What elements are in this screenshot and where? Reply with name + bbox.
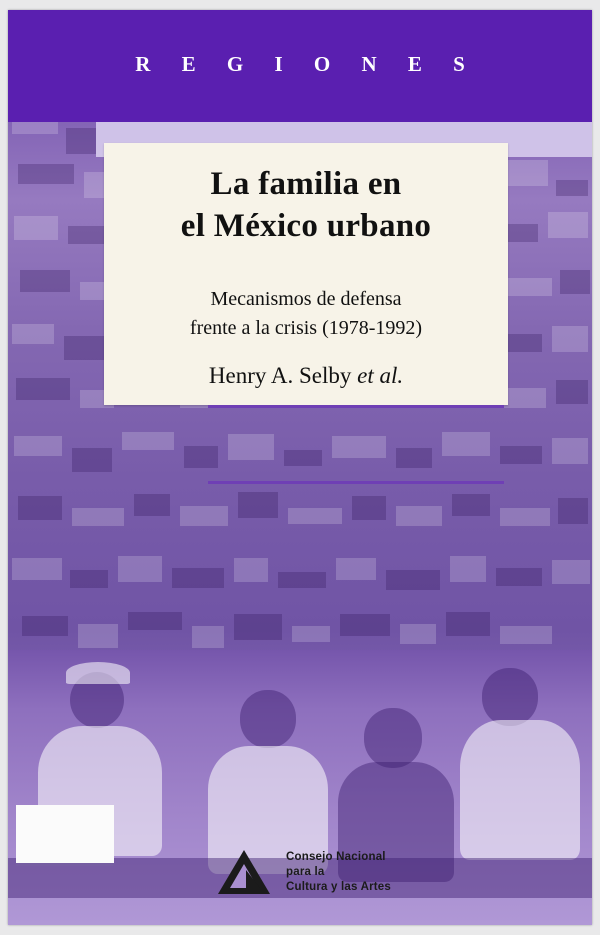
subtitle-line-1: Mecanismos de defensa <box>210 288 402 310</box>
publisher-block <box>216 846 446 902</box>
subtitle-line-2: frente a la crisis (1978-1992) <box>189 317 423 339</box>
blank-label-sticker <box>16 805 114 863</box>
sticker-shadow <box>16 863 114 866</box>
book-subtitle <box>104 285 508 343</box>
divider-rule-bottom <box>208 481 504 484</box>
book-author <box>104 363 508 389</box>
publisher-line-2: para la <box>286 866 325 878</box>
publisher-name <box>286 850 391 895</box>
divider-rule-top <box>208 405 504 408</box>
author-suffix: et al. <box>357 363 404 388</box>
cover-artwork <box>8 10 592 925</box>
title-line-1: La familia en <box>210 166 402 202</box>
title-panel <box>104 143 508 405</box>
publisher-line-1: Consejo Nacional <box>286 851 386 863</box>
publisher-line-3: Cultura y las Artes <box>286 881 391 893</box>
series-label: R E G I O N E S <box>135 52 478 76</box>
conaculta-logo-icon <box>216 848 272 896</box>
author-name: Henry A. Selby <box>208 363 358 388</box>
title-line-2: el México urbano <box>180 208 432 244</box>
book-title <box>104 163 508 247</box>
